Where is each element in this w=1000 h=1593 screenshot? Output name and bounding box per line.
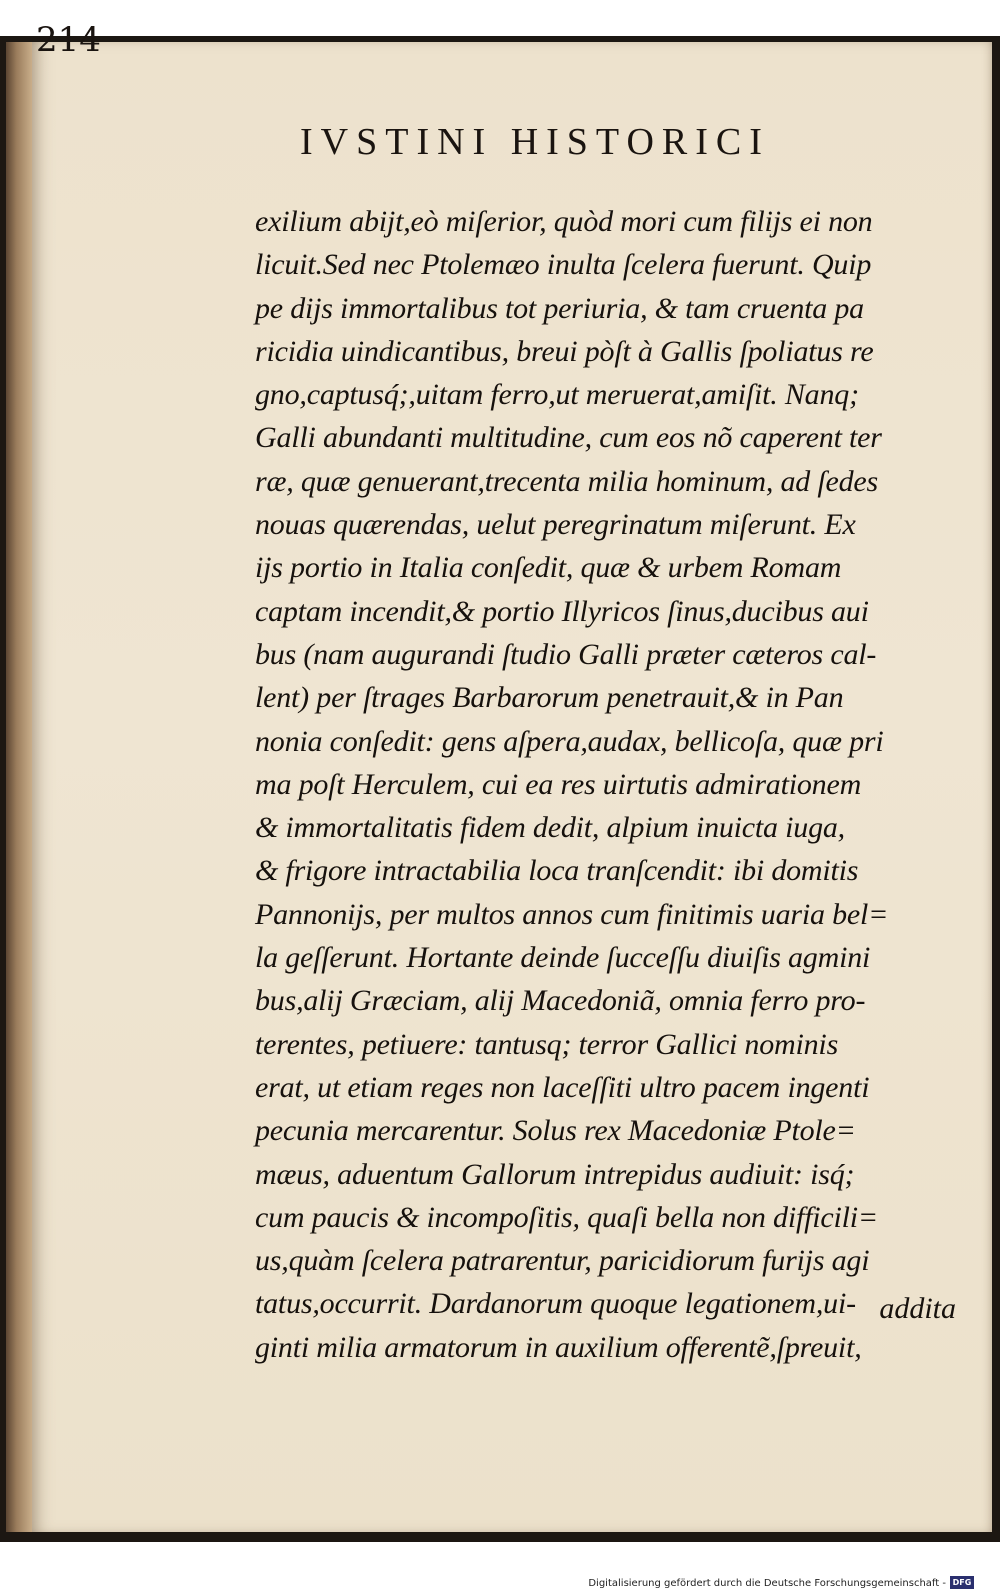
- catchword: addita: [879, 1292, 956, 1325]
- page-binding-edge: [6, 42, 32, 1532]
- digitization-credit: Digitalisierung gefördert durch die Deutsche Forschungsgemeinschaft -: [588, 1578, 946, 1589]
- text-block: [255, 200, 960, 1369]
- text-line: ginti milia armatorum in auxilium offerentẽ,ſpreuit,: [255, 1330, 862, 1364]
- text-line: terentes, petiuere: tantusq; terror Gallici nominis: [255, 1027, 839, 1061]
- text-line: ræ, quæ genuerant,trecenta milia hominum, ad ſedes: [255, 464, 878, 498]
- text-line: gno,captusq́;,uitam ferro,ut meruerat,amiſit. Nanq;: [255, 378, 859, 412]
- text-line: us,quàm ſcelera patrarentur, paricidiorum furijs agi: [255, 1244, 870, 1278]
- text-line: erat, ut etiam reges non laceſſiti ultro pacem ingenti: [255, 1070, 870, 1104]
- text-line: tatus,occurrit. Dardanorum quoque legationem,ui-: [255, 1287, 856, 1321]
- running-title: IVSTINI HISTORICI: [300, 121, 770, 163]
- text-line: pecunia mercarentur. Solus rex Macedoniæ Ptole=: [255, 1114, 856, 1148]
- text-line: nonia conſedit: gens aſpera,audax, bellicoſa, quæ pri: [255, 724, 884, 758]
- text-line: exilium abijt,eò miſerior, quòd mori cum filijs ei non: [255, 205, 873, 238]
- text-line: mæus, aduentum Gallorum intrepidus audiuit: isq́;: [255, 1157, 855, 1191]
- text-line: ijs portio in Italia conſedit, quæ & urbem Romam: [255, 551, 842, 585]
- text-line: cum paucis & incompoſitis, quaſi bella non difficili=: [255, 1200, 878, 1234]
- text-line: Pannonijs, per multos annos cum finitimis uaria bel=: [255, 897, 889, 931]
- text-line: ma poſt Herculem, cui ea res uirtutis admirationem: [255, 767, 862, 801]
- text-line: la geſſerunt. Hortante deinde ſucceſſu diuiſis agmini: [255, 941, 871, 975]
- text-line: captam incendit,& portio Illyricos ſinus,ducibus aui: [255, 594, 869, 628]
- text-line: & frigore intractabilia loca tranſcendit: ibi domitis: [255, 854, 859, 888]
- text-line: nouas quærendas, uelut peregrinatum miſerunt. Ex: [255, 508, 856, 542]
- text-line: ricidia uindicantibus, breui pòſt à Gallis ſpoliatus re: [255, 334, 874, 368]
- page-number: 214: [36, 20, 101, 60]
- text-line: lent) per ſtrages Barbarorum penetrauit,& in Pan: [255, 681, 844, 715]
- text-line: Galli abundanti multitudine, cum eos nõ caperent ter: [255, 421, 882, 455]
- text-line: bus (nam augurandi ſtudio Galli præter cæteros cal-: [255, 637, 877, 671]
- text-line: pe dijs immortalibus tot periuria, & tam cruenta pa: [255, 291, 864, 325]
- text-line: & immortalitatis fidem dedit, alpium inuicta iuga,: [255, 811, 845, 845]
- text-line: bus,alij Græciam, alij Macedoniã, omnia ferro pro-: [255, 984, 866, 1018]
- text-line: licuit.Sed nec Ptolemæo inulta ſcelera fuerunt. Quip: [255, 248, 872, 282]
- dfg-logo-icon: DFG: [950, 1576, 974, 1589]
